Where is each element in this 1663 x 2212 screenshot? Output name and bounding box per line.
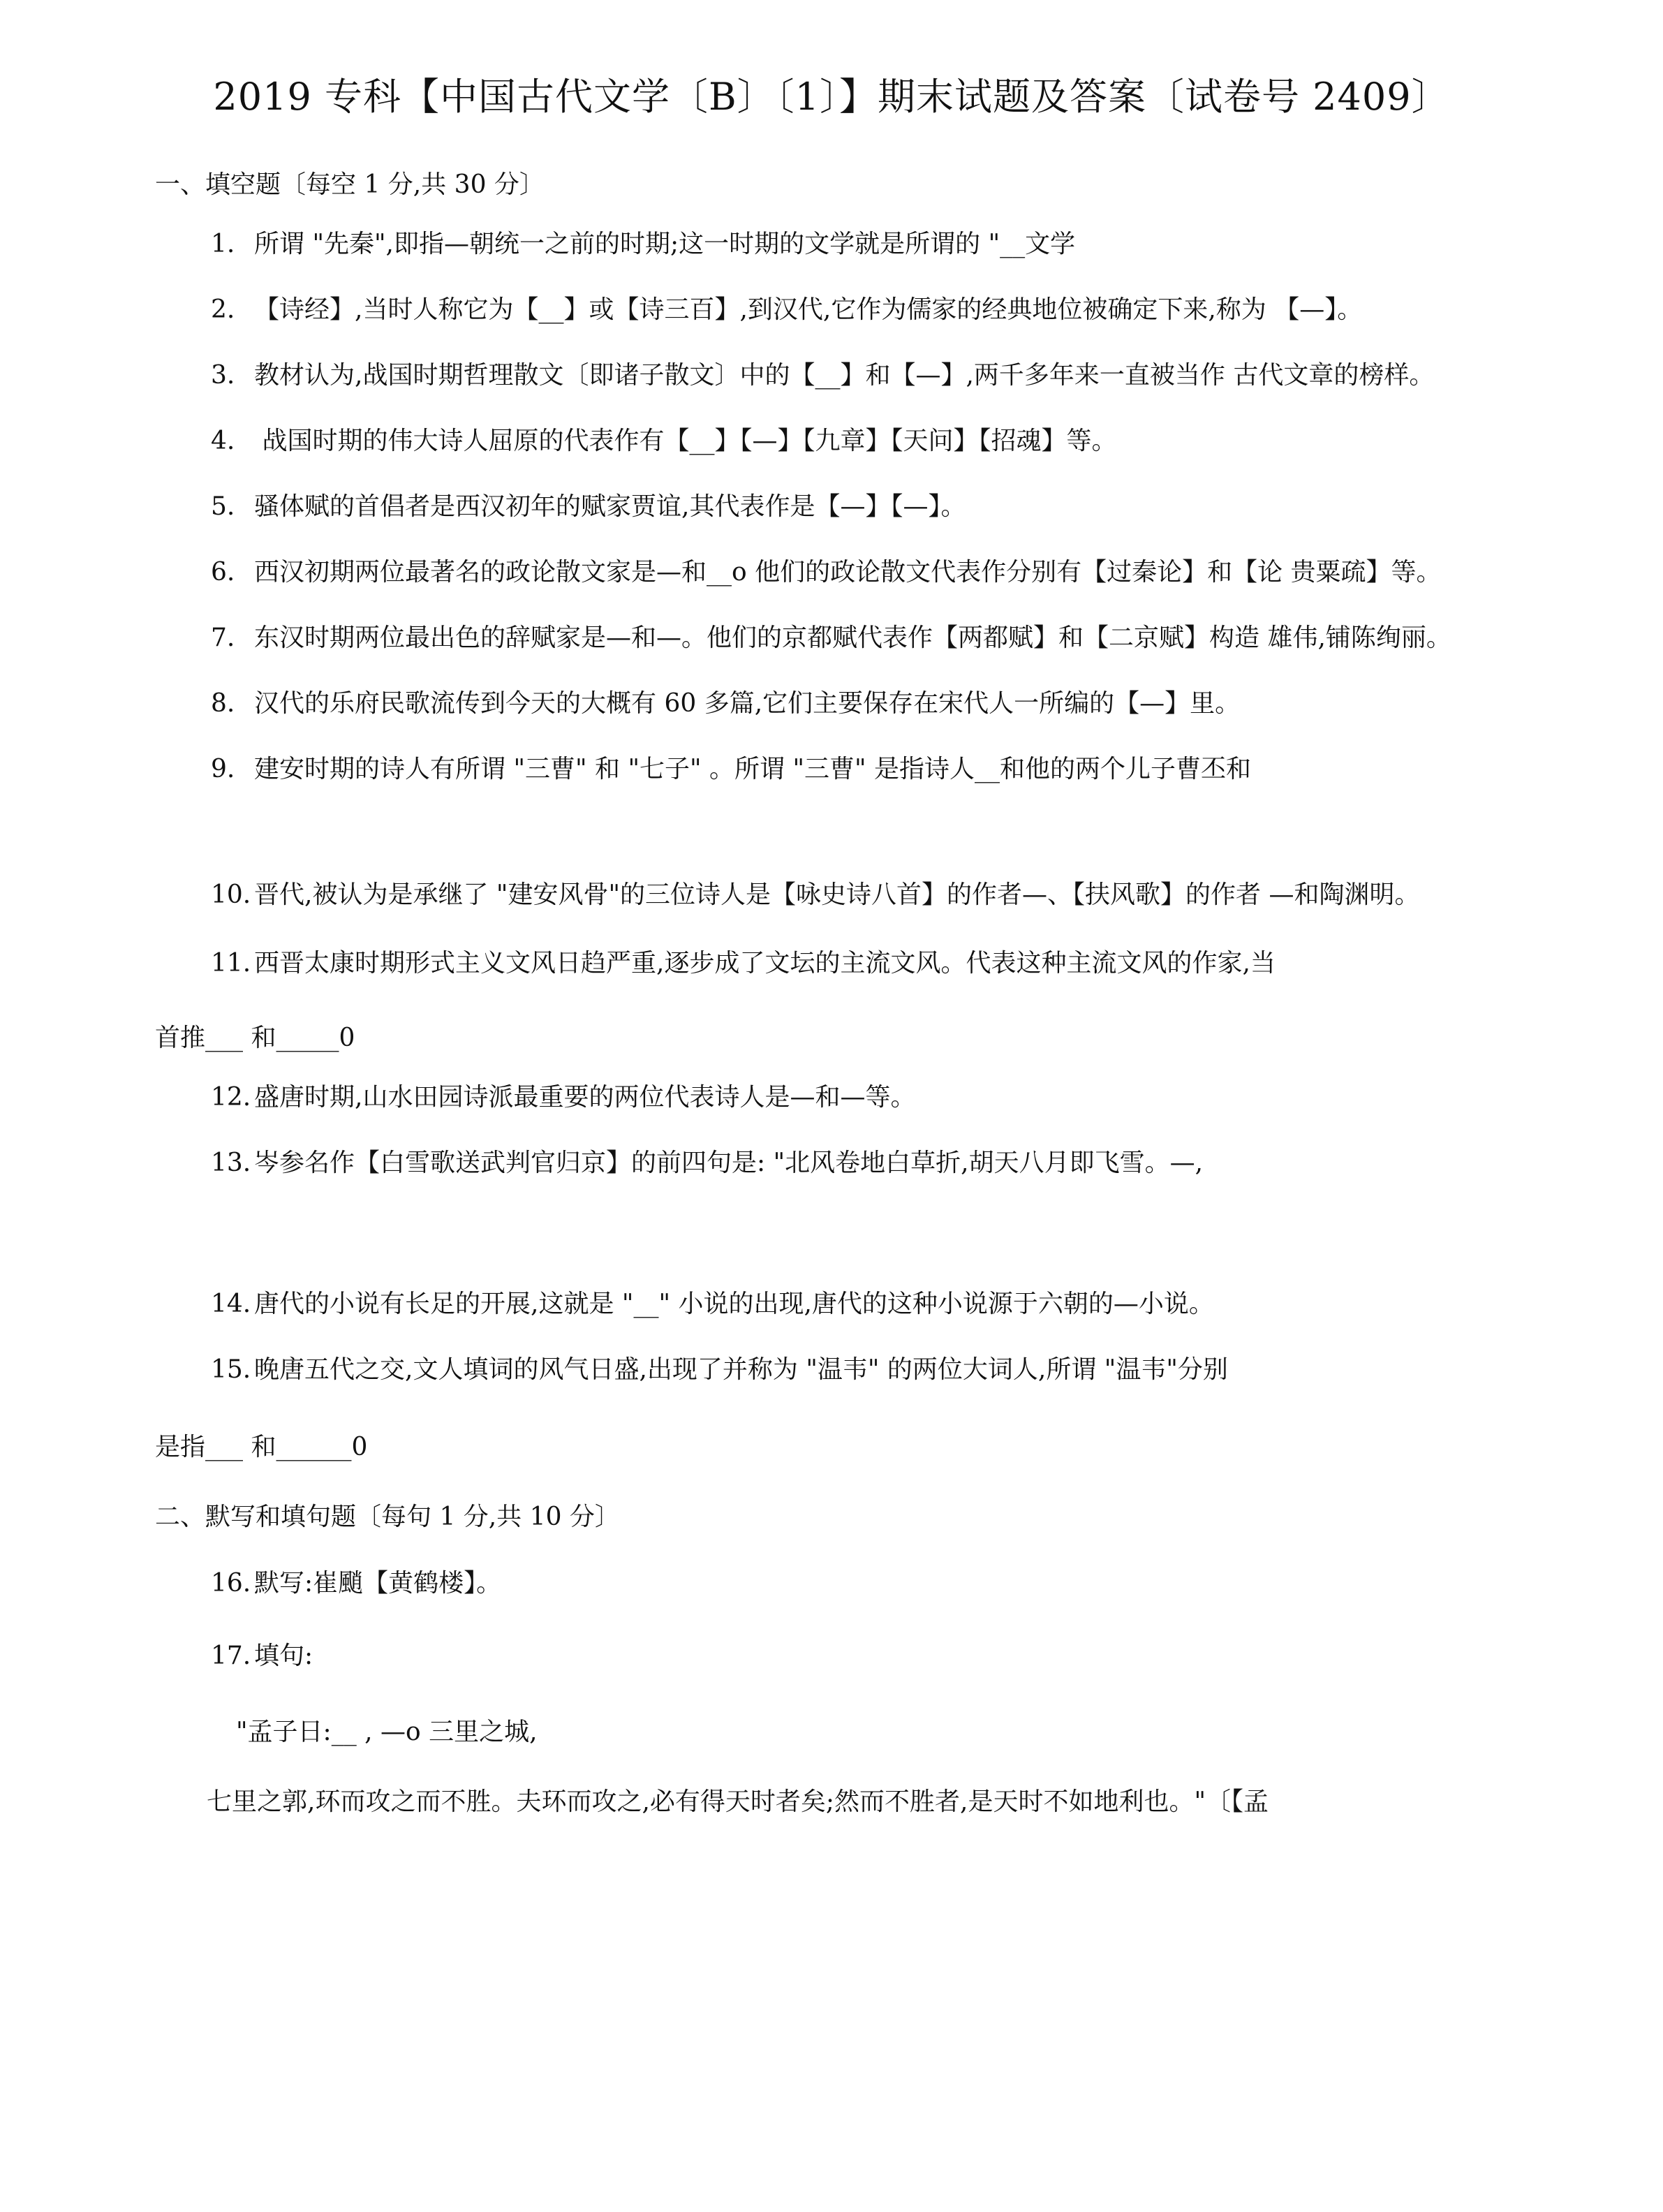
question-5 (211, 492, 966, 522)
question-15-continuation: 是指___ 和______0 (155, 1433, 368, 1461)
question-1 (211, 229, 1075, 259)
question-number: 9. (211, 755, 235, 783)
question-text: 战国时期的伟大诗人屈原的代表作有【__】【—】【九章】【天问】【招魂】等。 (254, 427, 1117, 455)
document-title: 2019 专科【中国古代文学〔B〕〔1〕】期末试题及答案〔试卷号 2409〕 (213, 75, 1450, 119)
question-8 (211, 688, 1240, 718)
question-text: 晚唐五代之交,文人填词的风气日盛,出现了并称为 "温韦" 的两位大词人,所谓 "温韦"分别 (254, 1355, 1228, 1384)
question-11-continuation: 首推___ 和_____0 (155, 1024, 355, 1052)
section-heading-2: 二、默写和填句题〔每句 1 分,共 10 分〕 (155, 1503, 620, 1531)
question-text: 晋代,被认为是承继了 "建安风骨"的三位诗人是【咏史诗八首】的作者—、【扶风歌】的作者 —和陶渊明。 (254, 880, 1420, 909)
question-text: 西汉初期两位最著名的政论散文家是—和__o 他们的政论散文代表作分别有【过秦论】和【论 贵粟疏】等。 (254, 558, 1442, 587)
question-text: 唐代的小说有长足的开展,这就是 "__" 小说的出现,唐代的这种小说源于六朝的—小说。 (254, 1290, 1214, 1318)
question-number: 16. (211, 1569, 251, 1598)
question-number: 10. (211, 880, 251, 909)
question-13 (211, 1148, 1203, 1178)
question-text: 盛唐时期,山水田园诗派最重要的两位代表诗人是—和—等。 (254, 1083, 916, 1112)
question-text: 【诗经】,当时人称它为【__】或【诗三百】,到汉代,它作为儒家的经典地位被确定下来,称为 【—】。 (254, 295, 1363, 324)
quote-line-1: "孟子日:__ , —o 三里之城, (236, 1718, 538, 1746)
question-text: 岑参名作【白雪歌送武判官归京】的前四句是: "北风卷地白草折,胡天八月即飞雪。—, (254, 1149, 1204, 1177)
question-number: 8. (211, 689, 235, 718)
question-text: 教材认为,战国时期哲理散文〔即诸子散文〕中的【__】和【—】,两千多年来一直被当作 古代文章的榜样。 (254, 361, 1435, 390)
question-4 (211, 426, 1116, 456)
question-6 (211, 557, 1442, 587)
question-number: 17. (211, 1642, 251, 1670)
question-16 (211, 1568, 501, 1598)
question-text: 填句: (254, 1642, 313, 1670)
question-number: 7. (211, 624, 235, 652)
question-text: 汉代的乐府民歌流传到今天的大概有 60 多篇,它们主要保存在宋代人一所编的【—】里。 (254, 689, 1241, 718)
question-7 (211, 623, 1451, 653)
question-number: 13. (211, 1149, 251, 1177)
question-number: 2. (211, 295, 235, 324)
question-text: 建安时期的诗人有所谓 "三曹" 和 "七子" 。所谓 "三曹" 是指诗人__和他的两个儿子曹丕和 (254, 755, 1252, 783)
question-11 (211, 948, 1276, 978)
question-9 (211, 754, 1251, 784)
question-number: 15. (211, 1355, 251, 1384)
question-number: 1. (211, 230, 235, 258)
question-number: 11. (211, 949, 251, 978)
question-2 (211, 295, 1362, 325)
question-12 (211, 1082, 915, 1112)
question-17 (211, 1641, 313, 1671)
question-text: 东汉时期两位最出色的辞赋家是—和—。他们的京都赋代表作【两都赋】和【二京赋】构造 雄伟,铺陈绚丽。 (254, 624, 1451, 652)
question-number: 14. (211, 1290, 251, 1318)
question-3 (211, 360, 1434, 390)
question-number: 5. (211, 492, 235, 521)
quote-line-2: 七里之郭,环而攻之而不胜。夫环而攻之,必有得天时者矣;然而不胜者,是天时不如地利也。"〔【孟 (207, 1787, 1269, 1816)
question-15 (211, 1355, 1228, 1385)
question-number: 3. (211, 361, 235, 390)
question-number: 6. (211, 558, 235, 587)
question-text: 骚体赋的首倡者是西汉初年的赋家贾谊,其代表作是【—】【—】。 (254, 492, 966, 521)
question-text: 默写:崔颵【黄鹤楼】。 (254, 1569, 502, 1598)
section-heading-1: 一、填空题〔每空 1 分,共 30 分〕 (155, 170, 545, 199)
question-text: 所谓 "先秦",即指—朝统一之前的时期;这一时期的文学就是所谓的 "__文学 (254, 230, 1076, 258)
question-text: 西晋太康时期形式主义文风日趋严重,逐步成了文坛的主流文风。代表这种主流文风的作家,当 (254, 949, 1276, 978)
question-number: 4. (211, 427, 235, 455)
question-14 (211, 1289, 1214, 1319)
question-10 (211, 880, 1419, 910)
question-number: 12. (211, 1083, 251, 1112)
